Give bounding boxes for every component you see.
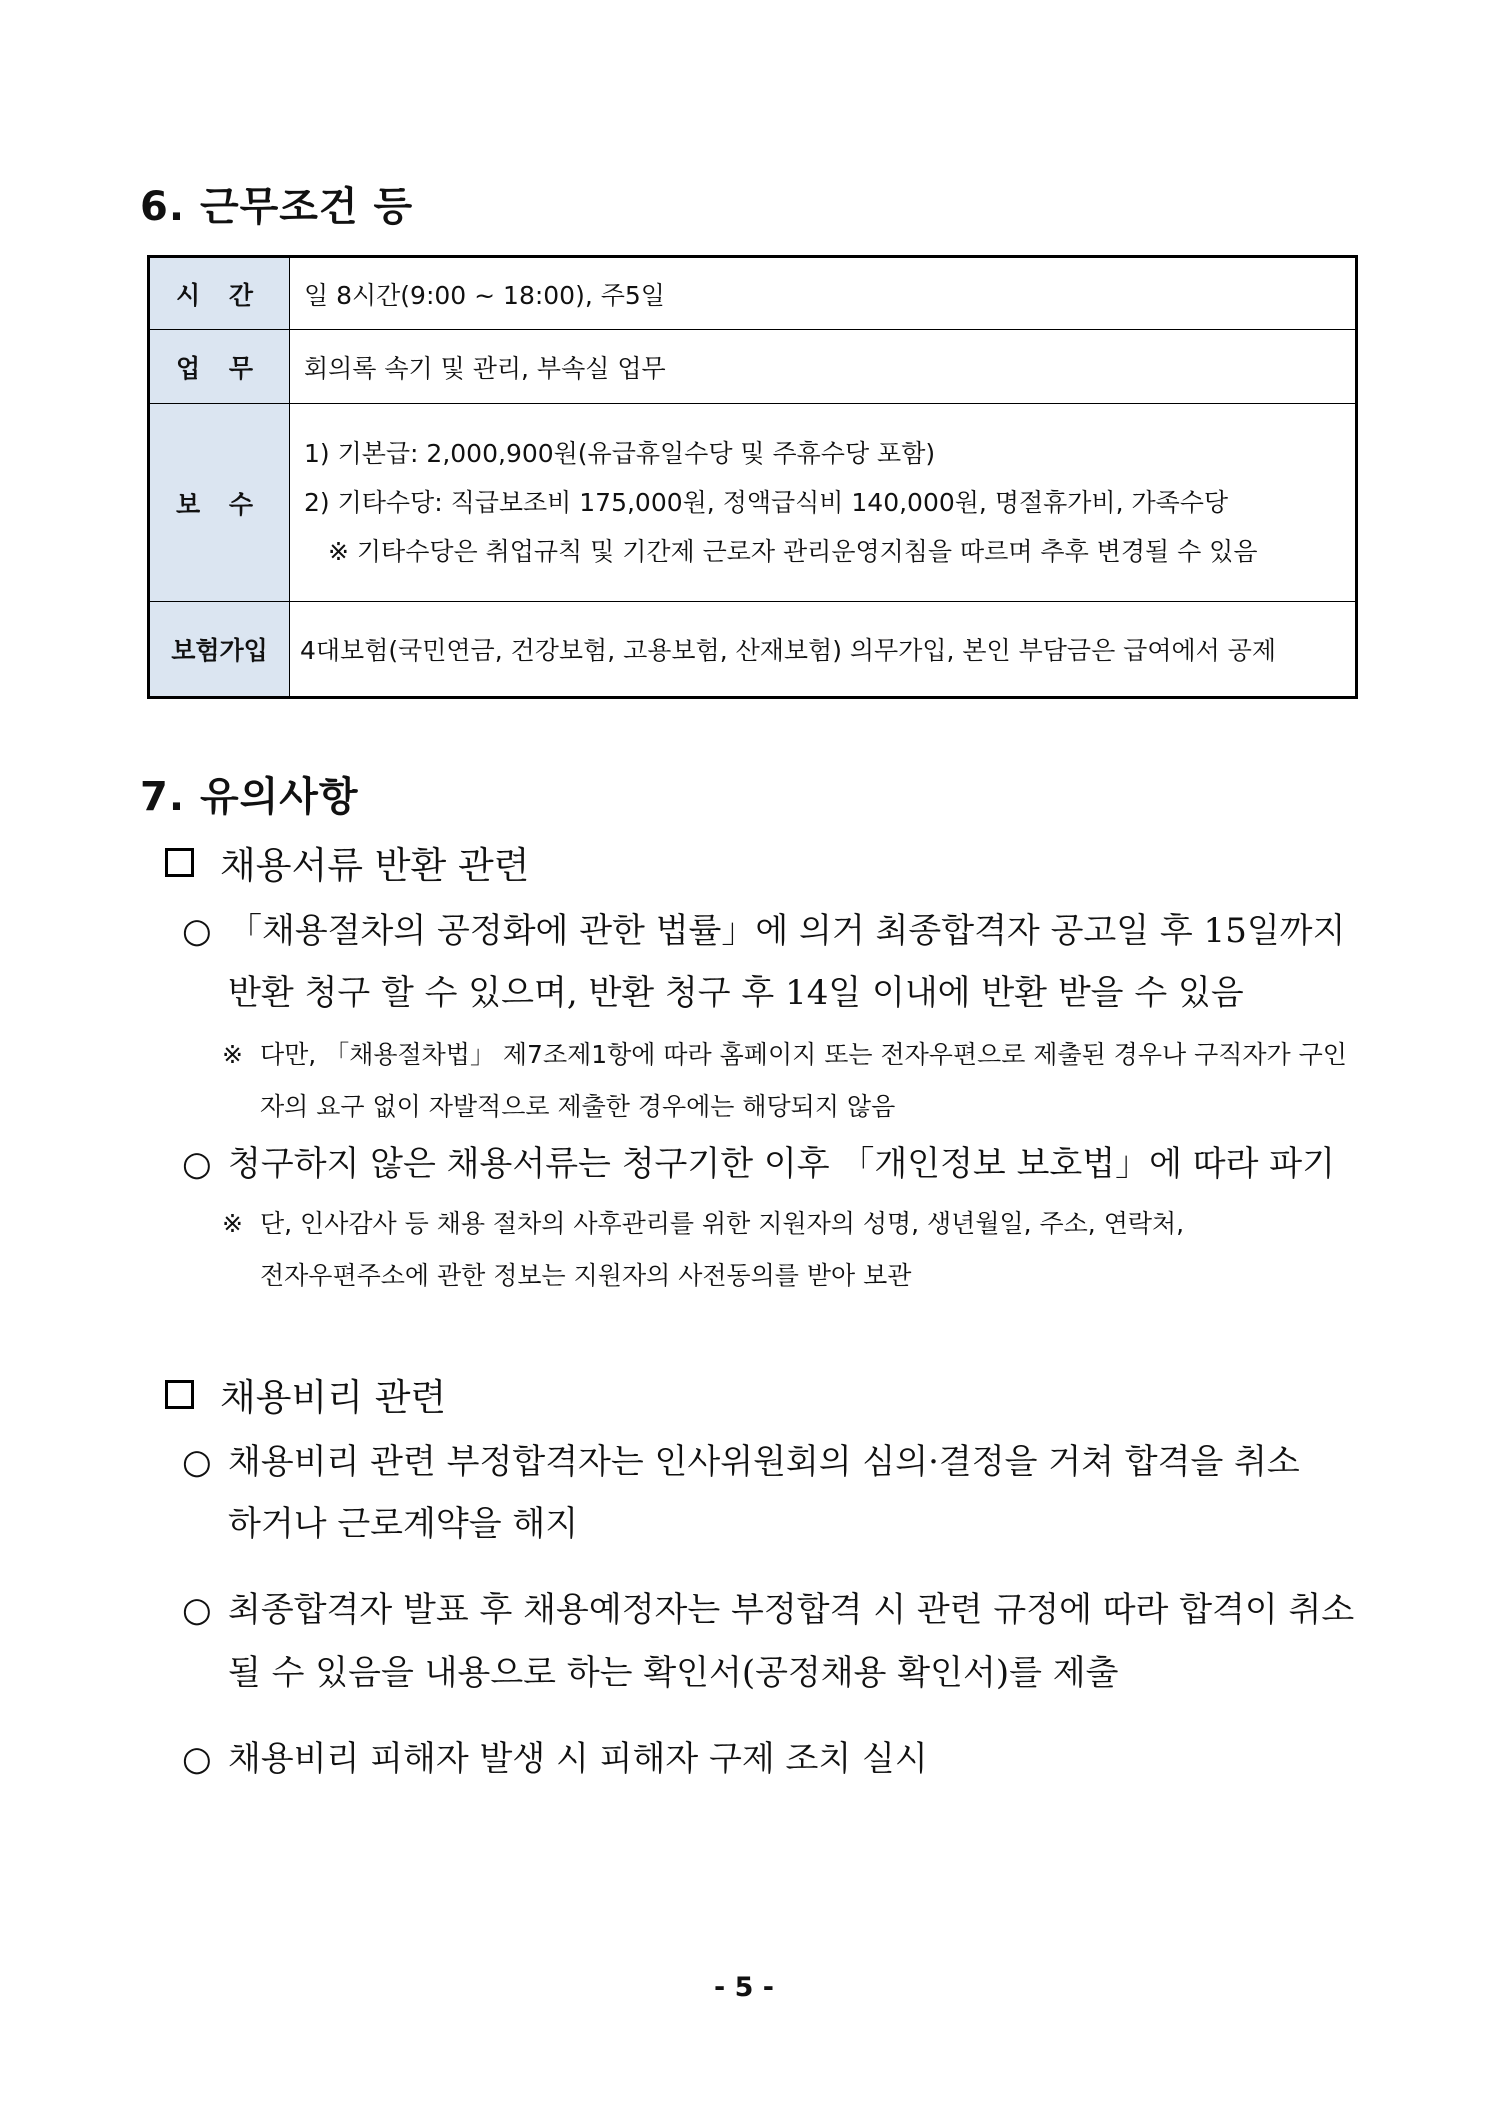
circle-bullet-icon: ○ — [182, 1442, 212, 1482]
subsection-documents-return — [165, 835, 529, 889]
bullet-text: 청구하지 않은 채용서류는 청구기한 이후 「개인정보 보호법」에 따라 파기 — [228, 1144, 1335, 1184]
note-continuation: 전자우편주소에 관한 정보는 지원자의 사전동의를 받아 보관 — [260, 1261, 912, 1290]
circle-bullet-icon: ○ — [182, 1144, 212, 1184]
bullet-continuation: 하거나 근로계약을 해지 — [228, 1504, 579, 1544]
table-row-pay — [149, 404, 1357, 602]
row-label-hours: 시 간 — [149, 257, 290, 330]
reference-mark-icon: ※ — [222, 1209, 243, 1238]
work-conditions-table — [147, 255, 1358, 699]
subsection-heading: 채용비리 관련 — [220, 1376, 447, 1419]
section-7-title: 7. 유의사항 — [140, 774, 359, 820]
subsection-hiring-corruption — [165, 1367, 446, 1421]
bullet-confirmation-submission — [182, 1582, 1354, 1631]
note-continuation: 자의 요구 없이 자발적으로 제출한 경우에는 해당되지 않음 — [260, 1092, 896, 1121]
row-value-duties — [290, 330, 1357, 404]
bullet-text: 최종합격자 발표 후 채용예정자는 부정합격 시 관련 규정에 따라 합격이 취소 — [228, 1590, 1355, 1630]
row-value-hours — [290, 257, 1357, 330]
reference-mark-icon: ※ — [222, 1040, 243, 1069]
table-row-insurance — [149, 602, 1357, 698]
page-number: - 5 - — [714, 1972, 774, 2003]
bullet-fraud-cancellation — [182, 1434, 1300, 1483]
row-label-pay: 보 수 — [149, 404, 290, 602]
row-value-insurance — [290, 602, 1357, 698]
square-bullet-icon — [165, 848, 194, 877]
row-label-insurance: 보험가입 — [149, 602, 290, 698]
bullet-text: 채용비리 피해자 발생 시 피해자 구제 조치 실시 — [228, 1739, 928, 1779]
note-retention — [222, 1204, 1184, 1240]
bullet-text: 「채용절차의 공정화에 관한 법률」에 의거 최종합격자 공고일 후 15일까지 — [228, 911, 1346, 951]
pay-line-base: 1) 기본급: 2,000,900원(유급휴일수당 및 주휴수당 포함) — [304, 439, 936, 468]
bullet-return-request — [182, 903, 1345, 952]
table-row-duties — [149, 330, 1357, 404]
circle-bullet-icon: ○ — [182, 1739, 212, 1779]
note-exception — [222, 1035, 1347, 1071]
row-label-duties: 업 무 — [149, 330, 290, 404]
pay-line-note: ※ 기타수당은 취업규칙 및 기간제 근로자 관리운영지침을 따르며 추후 변경될 수 있음 — [328, 537, 1258, 566]
bullet-continuation: 될 수 있음을 내용으로 하는 확인서(공정채용 확인서)를 제출 — [228, 1653, 1119, 1693]
bullet-victim-relief — [182, 1731, 928, 1780]
bullet-continuation: 반환 청구 할 수 있으며, 반환 청구 후 14일 이내에 반환 받을 수 있음 — [228, 973, 1244, 1013]
insurance-text: 4대보험(국민연금, 건강보험, 고용보험, 산재보험) 의무가입, 본인 부담금은 급여에서 공제 — [300, 636, 1277, 665]
bullet-text: 채용비리 관련 부정합격자는 인사위원회의 심의·결정을 거쳐 합격을 취소 — [228, 1442, 1300, 1482]
note-text: 단, 인사감사 등 채용 절차의 사후관리를 위한 지원자의 성명, 생년월일, 주소, 연락처, — [260, 1209, 1185, 1238]
square-bullet-icon — [165, 1380, 194, 1409]
hours-text: 일 8시간(9:00 ~ 18:00), 주5일 — [304, 280, 665, 310]
duties-text: 회의록 속기 및 관리, 부속실 업무 — [304, 353, 666, 383]
circle-bullet-icon: ○ — [182, 911, 212, 951]
section-6-title: 6. 근무조건 등 — [140, 184, 414, 230]
bullet-destroy-documents — [182, 1136, 1335, 1185]
subsection-heading: 채용서류 반환 관련 — [220, 844, 530, 887]
note-text: 다만, 「채용절차법」 제7조제1항에 따라 홈페이지 또는 전자우편으로 제출된 경우나 구직자가 구인 — [260, 1040, 1347, 1069]
table-row-hours — [149, 257, 1357, 330]
circle-bullet-icon: ○ — [182, 1590, 212, 1630]
pay-line-allowances: 2) 기타수당: 직급보조비 175,000원, 정액급식비 140,000원, 명절휴가비, 가족수당 — [304, 488, 1229, 517]
row-value-pay — [290, 404, 1357, 602]
